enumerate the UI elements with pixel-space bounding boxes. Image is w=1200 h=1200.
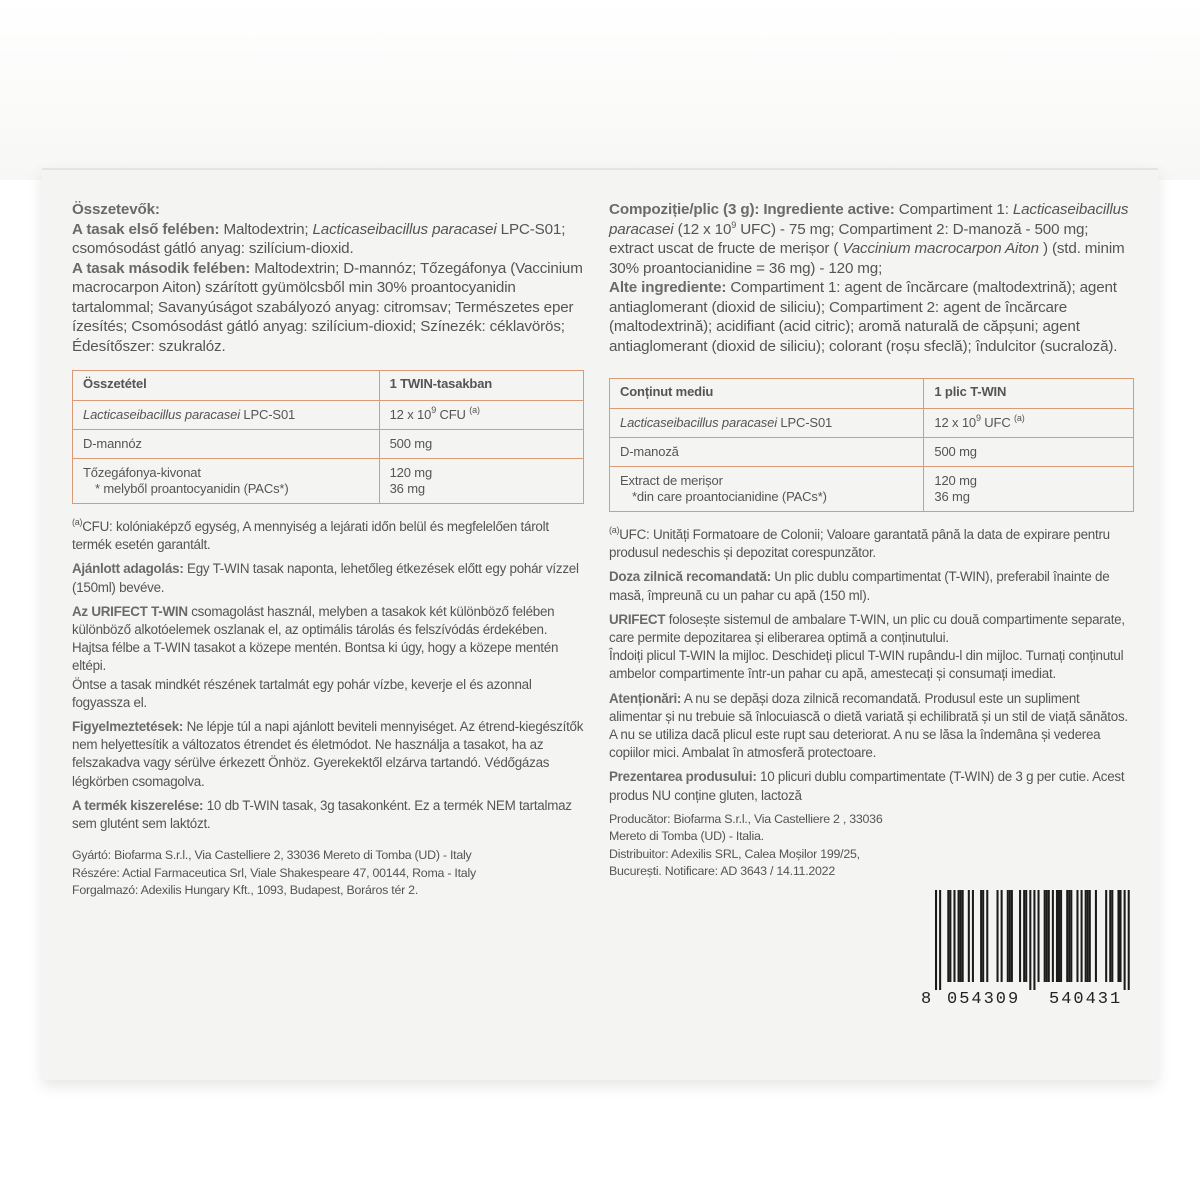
other-ingredients-ro: Alte ingrediente: Compartiment 1: agent de încărcare (maltodextrină); agent antiaglomerant (dioxid de siliciu); Compartiment 2: agent de încărcare (maltodextrină); acidifiant (acid citric); aromă naturală de căpșuni; agent antiaglomerant (dioxid de siliciu); colorant (roșu sfeclă); îndulcitor (sucraloză). xyxy=(609,279,1118,355)
barcode-bar xyxy=(1095,890,1097,982)
barcode-bar xyxy=(1109,890,1111,982)
instructions-ro: Îndoiți plicul T-WIN la mijloc. Deschideți plicul T-WIN rupându-l din mijloc. Turnați conținutul ambelor compartimente într-un pahar cu apă, amestecați și consumați imediat. xyxy=(609,648,1124,682)
barcode-bar xyxy=(1111,890,1113,982)
barcode-bar xyxy=(1011,890,1013,982)
table-header-cell: Conținut mediu xyxy=(610,379,924,409)
barcode-bar xyxy=(1081,890,1083,982)
barcode-bar xyxy=(960,890,962,982)
barcode-bar xyxy=(982,890,984,982)
manufacturer-hu: Gyártó: Biofarma S.r.l., Via Castelliere 2, 33036 Mereto di Tomba (UD) - Italy xyxy=(72,848,472,863)
table-cell: Lacticaseibacillus paracasei LPC-S01 xyxy=(73,401,380,430)
barcode-bar xyxy=(1052,890,1054,982)
second-half-ingredients: A tasak második felében: Maltodextrin; D-mannóz; Tőzegáfonya (Vaccinium macrocarpon Aiton) szárított gyümölcsből min 30% proantocyanidin tartalommal; Savanyúságot szabályozó anyag: citromsav; Természetes eper ízesítés; Csomósodást gátló anyag: szilícium-dioxid; Színezék: céklavörös; Édesítőszer: szukralóz. xyxy=(72,259,583,355)
table-cell: Lacticaseibacillus paracasei LPC-S01 xyxy=(610,409,924,438)
barcode xyxy=(921,890,1143,1014)
barcode-bar xyxy=(1085,890,1087,982)
barcode-bar xyxy=(1058,890,1060,982)
first-half-ingredients: A tasak első felében: Maltodextrin; Lacticaseibacillus paracasei LPC-S01; csomósodást gátló anyag: szilícium-dioxid. xyxy=(72,220,566,257)
packaging-hu: Az URIFECT T-WIN csomagolást használ, melyben a tasakok két különböző felében különböző alkotóelemek oszlanak el, az optimális tárolás és felszívódás érdekében. Hajtsa félbe a T-WIN tasakot a közepe mentén. Bontsa ki úgy, hogy a közepe mentén eltépi. xyxy=(72,603,559,674)
barcode-digits-left: 054309 xyxy=(947,990,1021,1009)
pack-size-hu: A termék kiszerelése: 10 db T-WIN tasak, 3g tasakonként. Ez a termék NEM tartalmaz sem glutént sem laktózt. xyxy=(72,797,572,832)
barcode-bar xyxy=(1038,890,1040,982)
distributor-ro: Distribuitor: Adexilis SRL, Calea Moșilor 199/25, București. Notificare: AD 3643 / 14.11.2022 xyxy=(609,846,860,879)
barcode-bar xyxy=(1044,890,1046,982)
barcode-bar xyxy=(968,890,970,982)
presentation-ro: Prezentarea produsului: 10 plicuri dublu compartimentate (T-WIN) de 3 g per cutie. Acest produs NU conține gluten, lactoză xyxy=(609,769,1125,803)
barcode-bar xyxy=(1029,890,1031,990)
barcode-bar xyxy=(1128,890,1130,990)
table-cell: 120 mg 36 mg xyxy=(924,467,1134,512)
barcode-digits-right: 540431 xyxy=(1049,990,1123,1009)
table-cell: 120 mg 36 mg xyxy=(379,459,583,504)
barcode-bar xyxy=(947,890,949,982)
table-header-row xyxy=(73,371,584,401)
table-row xyxy=(73,430,584,459)
barcode-bar xyxy=(949,890,951,982)
barcode-bar xyxy=(972,890,974,982)
barcode-bar xyxy=(962,890,964,982)
warnings-ro: Atenționări: A nu se depăși doza zilnică recomandată. Produsul este un supliment alimentar și nu trebuie să înlocuiască o dietă variată și echilibrată și un stil de viață sănătos. A nu se utiliza dacă plicul este rupt sau deteriorat. A nu se lăsa la îndemâna și vederea copiilor mici. Ambalat în atmosferă protectoare. xyxy=(609,690,1128,761)
composition-table-ro xyxy=(609,378,1134,512)
barcode-bar xyxy=(953,890,955,982)
barcode-bar xyxy=(1060,890,1062,982)
barcode-bar xyxy=(1087,890,1089,982)
table-cell: D-manoză xyxy=(610,438,924,467)
barcode-bar xyxy=(1001,890,1003,982)
composition-table-hu xyxy=(72,370,584,504)
ingredients-heading: Összetevők: xyxy=(72,201,160,218)
barcode-bar xyxy=(980,890,982,982)
table-header-cell: 1 TWIN-tasakban xyxy=(379,371,583,401)
producer-ro: Producător: Biofarma S.r.l., Via Castelliere 2 , 33036 Mereto di Tomba (UD) - Italia. xyxy=(609,811,883,844)
table-cell: Tőzegáfonya-kivonat * melyből proantocyanidin (PACs*) xyxy=(73,459,380,504)
table-row xyxy=(610,409,1134,438)
barcode-bar xyxy=(1076,890,1078,982)
barcode-bars xyxy=(921,890,1143,990)
barcode-bar xyxy=(1105,890,1107,982)
dosage-hu: Ajánlott adagolás: Egy T-WIN tasak naponta, lehetőleg étkezések előtt egy pohár vízzel (150ml) bevéve. xyxy=(72,561,579,595)
packaging-ro: URIFECT folosește sistemul de ambalare T-WIN, un plic cu două compartimente separate, care permite depozitarea și eliberarea optimă a conținutului. xyxy=(609,611,1125,646)
table-header-cell: 1 plic T-WIN xyxy=(924,379,1134,409)
barcode-bar xyxy=(1066,890,1068,982)
barcode-bar xyxy=(1023,890,1025,982)
barcode-digit-first: 8 xyxy=(921,990,932,1009)
barcode-bar xyxy=(1068,890,1070,982)
dose-ro: Doza zilnică recomandată: Un plic dublu compartimentat (T-WIN), preferabil înainte de masă, împreună cu un pahar cu apă (150 ml). xyxy=(609,569,1110,603)
table-header-row xyxy=(610,379,1134,409)
romanian-column xyxy=(609,200,1134,881)
table-cell: D-mannóz xyxy=(73,430,380,459)
barcode-bar xyxy=(939,890,941,990)
packaging-instructions-hu: Öntse a tasak mindkét részének tartalmát egy pohár vízbe, keverje el és azonnal fogyassza el. xyxy=(72,676,532,710)
table-cell: Extract de merișor *din care proantocianidine (PACs*) xyxy=(610,467,924,512)
barcode-bar xyxy=(997,890,999,982)
barcode-bar xyxy=(1120,890,1122,982)
for-whom-hu: Részére: Actial Farmaceutica Srl, Viale Shakespeare 47, 00144, Roma - Italy xyxy=(72,865,476,880)
barcode-bar xyxy=(1070,890,1072,982)
barcode-bar xyxy=(1007,890,1009,982)
barcode-bar xyxy=(1033,890,1035,990)
barcode-bar xyxy=(958,890,960,982)
barcode-bar xyxy=(1019,890,1021,982)
table-cell: 500 mg xyxy=(924,438,1134,467)
barcode-bar xyxy=(1009,890,1011,982)
barcode-bar xyxy=(935,890,937,990)
table-cell: 500 mg xyxy=(379,430,583,459)
barcode-bar xyxy=(1124,890,1126,990)
table-header-cell: Összetétel xyxy=(73,371,380,401)
box-top-flap xyxy=(0,0,1200,180)
warnings-hu: Figyelmeztetések: Ne lépje túl a napi ajánlott beviteli mennyiséget. Az étrend-kiegészítők nem helyettesítik a változatos étrendet és életmódot. Ne használja a tasakot, ha az felszakadva vagy sérülve érkezett Önhöz. Gyerekektől elzárva tartandó. Védőgázas légkörben csomagolva. xyxy=(72,719,584,789)
barcode-bar xyxy=(1056,890,1058,982)
distributor-hu: Forgalmazó: Adexilis Hungary Kft., 1093, Budapest, Boráros tér 2. xyxy=(72,883,419,898)
table-cell: 12 x $10^9$ CFU $^{(a)}$ xyxy=(379,401,583,430)
footnote-hu: $^{(a)}$CFU: kolóniaképző egység, A mennyiség a lejárati időn belül és megfelelően tárolt termék esetén garantált. xyxy=(72,517,549,553)
table-row xyxy=(73,459,584,504)
table-row xyxy=(73,401,584,430)
composition-ro: Compoziție/plic (3 g): Ingrediente active: Compartiment 1: Lacticaseibacillus paracasei (12 x $10^9$ UFC) - 75 mg; Compartiment 2: D-manoză - 500 mg; extract uscat de fructe de merișor ( Vaccinium macrocarpon Aiton ) (std. minim 30% proantocianidine = 36 mg) - 120 mg; xyxy=(609,201,1129,277)
table-cell: 12 x $10^9$ UFC $^{(a)}$ xyxy=(924,409,1134,438)
table-row xyxy=(610,438,1134,467)
barcode-bar xyxy=(1048,890,1050,982)
barcode-bar xyxy=(1089,890,1091,982)
barcode-bar xyxy=(1025,890,1027,982)
hungarian-column xyxy=(72,200,584,900)
table-row xyxy=(610,467,1134,512)
barcode-bar xyxy=(986,890,988,982)
barcode-bar xyxy=(1046,890,1048,982)
footnote-ro: $^{(a)}$UFC: Unități Formatoare de Colonii; Valoare garantată până la data de expirare pentru produsul nedeschis și depozitat corespunzător. xyxy=(609,525,1110,561)
barcode-bar xyxy=(1117,890,1119,982)
